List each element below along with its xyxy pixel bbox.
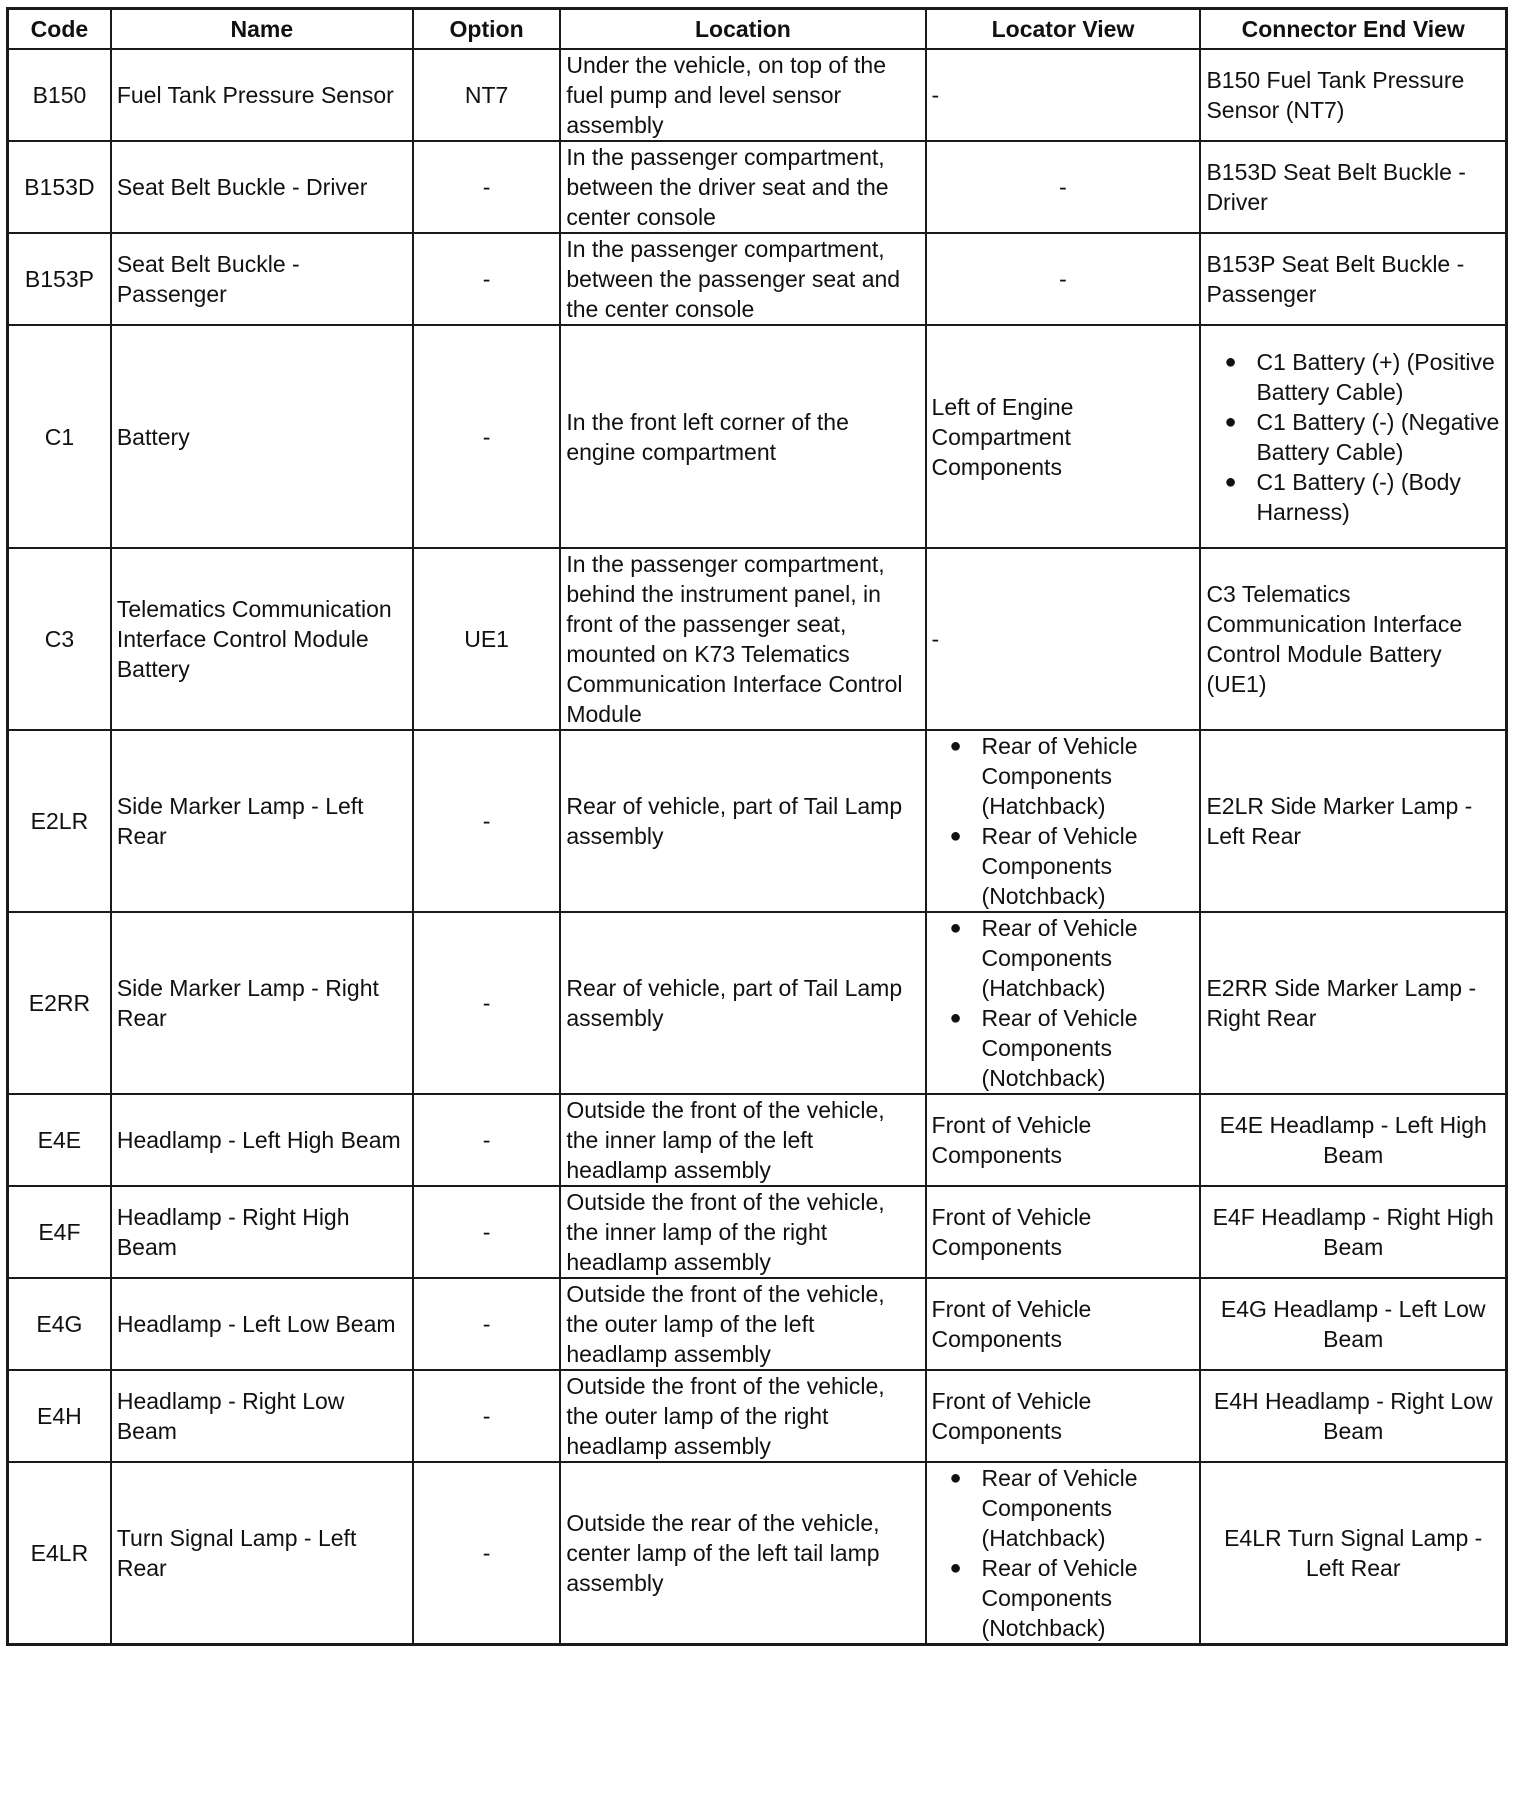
bullet-item: ● Rear of Vehicle Components (Notchback) xyxy=(932,821,1195,911)
cell-name: Fuel Tank Pressure Sensor xyxy=(111,49,413,141)
cell-code: E4H xyxy=(8,1370,111,1462)
cell-location: In the passenger compartment, behind the instrument panel, in front of the passenger seat, mounted on K73 Telematics Communication Interface Control Module xyxy=(560,548,925,730)
cell-location: Rear of vehicle, part of Tail Lamp assembly xyxy=(560,730,925,912)
table-row xyxy=(8,1370,1507,1462)
cell-name: Seat Belt Buckle - Driver xyxy=(111,141,413,233)
cell-option: NT7 xyxy=(413,49,560,141)
cell-name: Seat Belt Buckle - Passenger xyxy=(111,233,413,325)
header-location: Location xyxy=(560,9,925,50)
table-row xyxy=(8,325,1507,548)
cell-locator-view: - xyxy=(926,141,1201,233)
cell-code: E4F xyxy=(8,1186,111,1278)
cell-locator-view-list xyxy=(932,731,1195,911)
cell-code: C1 xyxy=(8,325,111,548)
table-row xyxy=(8,1186,1507,1278)
cell-code: B150 xyxy=(8,49,111,141)
bullet-item: ● Rear of Vehicle Components (Hatchback) xyxy=(932,913,1195,1003)
table-row xyxy=(8,141,1507,233)
cell-name: Headlamp - Right High Beam xyxy=(111,1186,413,1278)
cell-locator-view-list xyxy=(932,913,1195,1093)
cell-name: Headlamp - Left Low Beam xyxy=(111,1278,413,1370)
header-code: Code xyxy=(8,9,111,50)
cell-locator-view: - xyxy=(926,548,1201,730)
cell-option: - xyxy=(413,325,560,548)
cell-location: Outside the front of the vehicle, the inner lamp of the left headlamp assembly xyxy=(560,1094,925,1186)
cell-locator-view: Left of Engine Compartment Components xyxy=(926,325,1201,548)
cell-location: Outside the front of the vehicle, the outer lamp of the right headlamp assembly xyxy=(560,1370,925,1462)
cell-connector-end-view: E4E Headlamp - Left High Beam xyxy=(1200,1094,1506,1186)
cell-locator-view: - xyxy=(926,233,1201,325)
table-row xyxy=(8,1278,1507,1370)
cell-code: E4LR xyxy=(8,1462,111,1645)
cell-name: Battery xyxy=(111,325,413,548)
cell-locator-view: Front of Vehicle Components xyxy=(926,1186,1201,1278)
cell-locator-view xyxy=(926,912,1201,1094)
cell-name: Turn Signal Lamp - Left Rear xyxy=(111,1462,413,1645)
cell-name: Headlamp - Left High Beam xyxy=(111,1094,413,1186)
bullet-item: ● C1 Battery (-) (Negative Battery Cable) xyxy=(1206,407,1500,467)
table-row xyxy=(8,49,1507,141)
cell-option: - xyxy=(413,1186,560,1278)
table-row xyxy=(8,912,1507,1094)
cell-option: - xyxy=(413,1370,560,1462)
cell-name: Telematics Communication Interface Control Module Battery xyxy=(111,548,413,730)
cell-location: Under the vehicle, on top of the fuel pump and level sensor assembly xyxy=(560,49,925,141)
cell-name: Side Marker Lamp - Left Rear xyxy=(111,730,413,912)
cell-code: C3 xyxy=(8,548,111,730)
cell-option: - xyxy=(413,1278,560,1370)
cell-location: In the passenger compartment, between the passenger seat and the center console xyxy=(560,233,925,325)
cell-code: B153D xyxy=(8,141,111,233)
cell-locator-view xyxy=(926,730,1201,912)
cell-locator-view-list xyxy=(932,1463,1195,1643)
cell-location: Outside the front of the vehicle, the inner lamp of the right headlamp assembly xyxy=(560,1186,925,1278)
cell-location: In the passenger compartment, between the driver seat and the center console xyxy=(560,141,925,233)
cell-code: E2RR xyxy=(8,912,111,1094)
component-table-wrapper xyxy=(6,7,1508,1646)
cell-code: E2LR xyxy=(8,730,111,912)
cell-location: Outside the front of the vehicle, the outer lamp of the left headlamp assembly xyxy=(560,1278,925,1370)
table-row xyxy=(8,730,1507,912)
bullet-item: ● C1 Battery (-) (Body Harness) xyxy=(1206,467,1500,527)
header-name: Name xyxy=(111,9,413,50)
cell-code: B153P xyxy=(8,233,111,325)
cell-location: Outside the rear of the vehicle, center lamp of the left tail lamp assembly xyxy=(560,1462,925,1645)
cell-connector-end-view-list xyxy=(1206,347,1500,527)
table-row xyxy=(8,1094,1507,1186)
cell-option: - xyxy=(413,730,560,912)
header-connector-end-view: Connector End View xyxy=(1200,9,1506,50)
cell-connector-end-view: E2LR Side Marker Lamp - Left Rear xyxy=(1200,730,1506,912)
table-row xyxy=(8,548,1507,730)
cell-option: - xyxy=(413,1094,560,1186)
bullet-item: ● Rear of Vehicle Components (Notchback) xyxy=(932,1003,1195,1093)
cell-option: - xyxy=(413,912,560,1094)
cell-locator-view xyxy=(926,1462,1201,1645)
cell-name: Side Marker Lamp - Right Rear xyxy=(111,912,413,1094)
cell-option: UE1 xyxy=(413,548,560,730)
bullet-item: ● Rear of Vehicle Components (Notchback) xyxy=(932,1553,1195,1643)
header-locator-view: Locator View xyxy=(926,9,1201,50)
cell-location: Rear of vehicle, part of Tail Lamp assembly xyxy=(560,912,925,1094)
cell-code: E4E xyxy=(8,1094,111,1186)
cell-option: - xyxy=(413,141,560,233)
cell-connector-end-view: C3 Telematics Communication Interface Control Module Battery (UE1) xyxy=(1200,548,1506,730)
cell-option: - xyxy=(413,233,560,325)
cell-locator-view: Front of Vehicle Components xyxy=(926,1278,1201,1370)
cell-connector-end-view: E4LR Turn Signal Lamp - Left Rear xyxy=(1200,1462,1506,1645)
cell-connector-end-view: E4H Headlamp - Right Low Beam xyxy=(1200,1370,1506,1462)
cell-locator-view: - xyxy=(926,49,1201,141)
table-row xyxy=(8,1462,1507,1645)
table-header-row xyxy=(8,9,1507,50)
cell-locator-view: Front of Vehicle Components xyxy=(926,1094,1201,1186)
cell-connector-end-view: E4G Headlamp - Left Low Beam xyxy=(1200,1278,1506,1370)
bullet-item: ● C1 Battery (+) (Positive Battery Cable) xyxy=(1206,347,1500,407)
cell-option: - xyxy=(413,1462,560,1645)
component-locator-table xyxy=(6,7,1508,1646)
cell-name: Headlamp - Right Low Beam xyxy=(111,1370,413,1462)
bullet-item: ● Rear of Vehicle Components (Hatchback) xyxy=(932,731,1195,821)
cell-locator-view: Front of Vehicle Components xyxy=(926,1370,1201,1462)
cell-connector-end-view: E4F Headlamp - Right High Beam xyxy=(1200,1186,1506,1278)
cell-connector-end-view xyxy=(1200,325,1506,548)
cell-code: E4G xyxy=(8,1278,111,1370)
cell-connector-end-view: B153P Seat Belt Buckle - Passenger xyxy=(1200,233,1506,325)
bullet-item: ● Rear of Vehicle Components (Hatchback) xyxy=(932,1463,1195,1553)
table-row xyxy=(8,233,1507,325)
cell-connector-end-view: B150 Fuel Tank Pressure Sensor (NT7) xyxy=(1200,49,1506,141)
cell-connector-end-view: B153D Seat Belt Buckle - Driver xyxy=(1200,141,1506,233)
header-option: Option xyxy=(413,9,560,50)
cell-location: In the front left corner of the engine compartment xyxy=(560,325,925,548)
cell-connector-end-view: E2RR Side Marker Lamp - Right Rear xyxy=(1200,912,1506,1094)
